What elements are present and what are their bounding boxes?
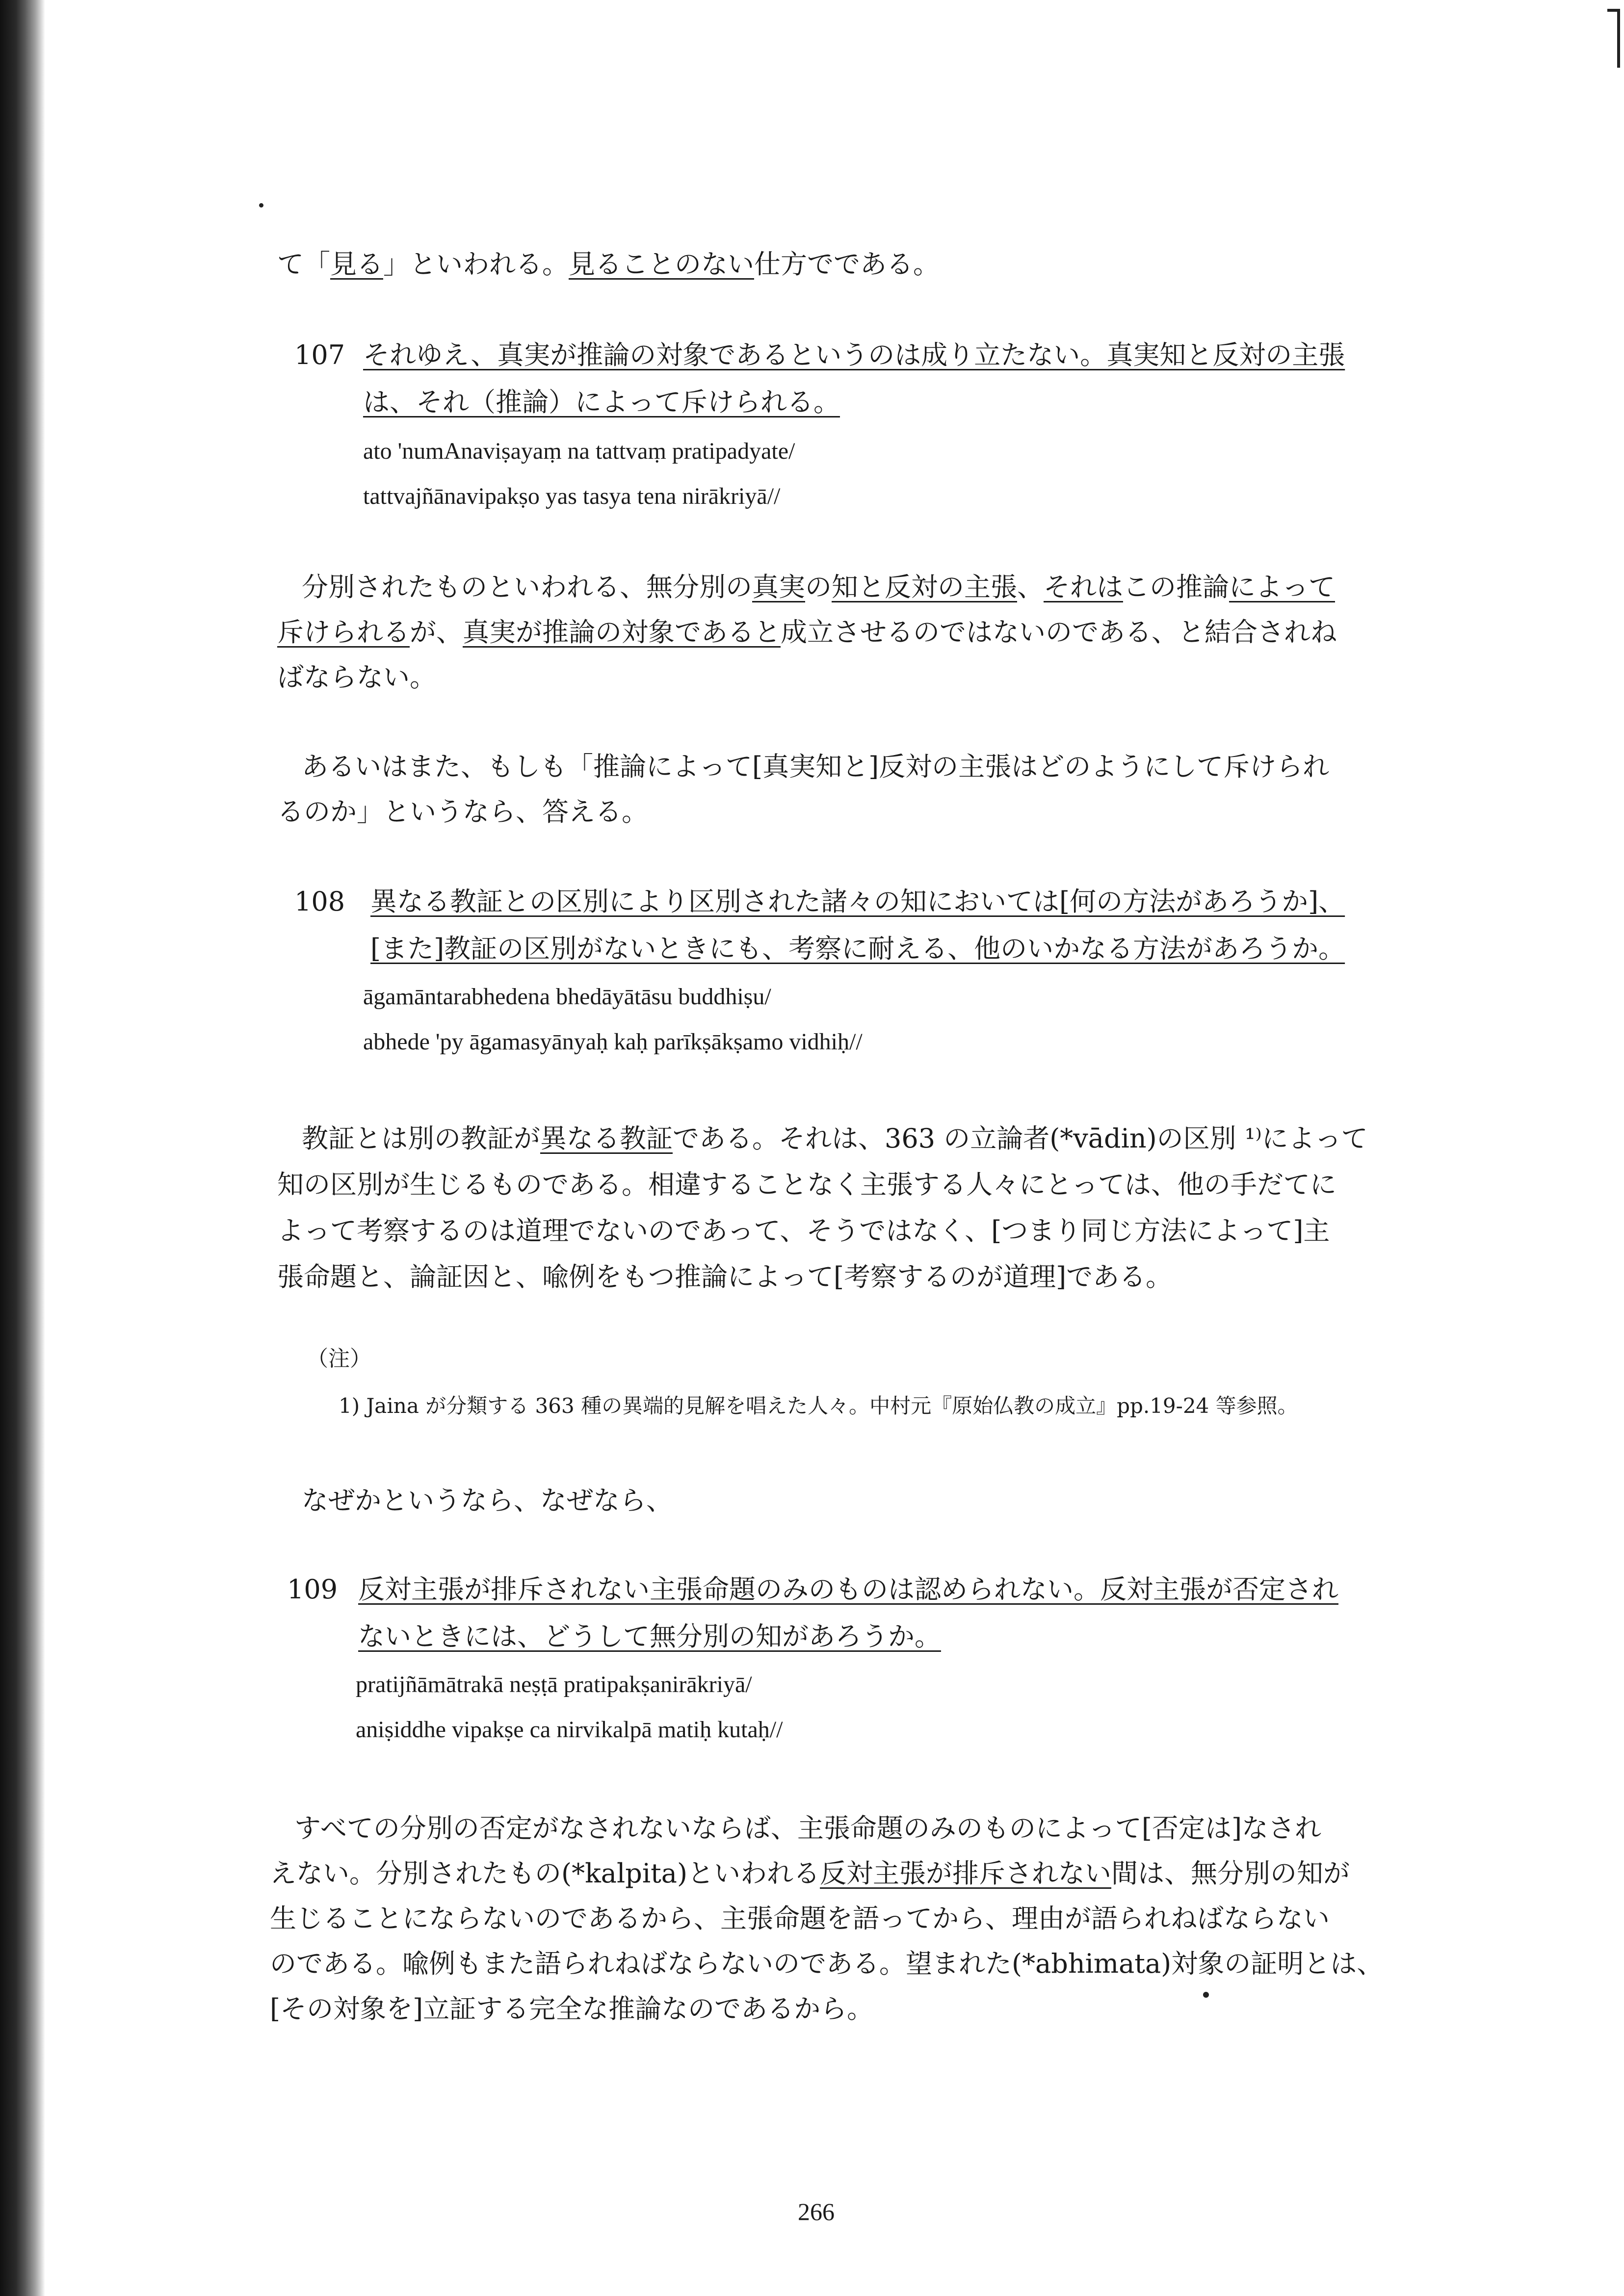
text-run: が、 [410,617,463,648]
intro-line [277,234,940,295]
verse-108-line-1 [370,878,1345,925]
text-run: て「 [277,249,330,280]
text-run: 知の区別が生じるものである。相違することなく主張する人々にとっては、他の手だてに [277,1169,1336,1200]
underlined-text: 異なる教証との区別により区別された諸々の知においては[何の方法があろうか]、 [370,886,1345,917]
underlined-text: 真実 [752,572,805,602]
verse-108-sanskrit-1: āgamāntarabhedena bhedāyātāsu buddhiṣu/ [363,984,771,1010]
verse-107-sanskrit-2: tattvajñānavipakṣo yas tasya tena nirākriyā// [363,483,781,509]
underlined-text: それゆえ、真実が推論の対象であるというのは成り立たない。真実知と反対の主張 [363,339,1345,370]
underlined-text: それは [1044,572,1123,602]
verse-109-line-2 [358,1613,941,1660]
scan-speck [259,203,263,208]
verse-108-sanskrit-2: abhede 'py āgamasyānyaḥ kaḥ parīkṣākṣamo vidhiḥ// [363,1029,863,1055]
text-run: すべての分別の否定がなされないならば、主張命題のみのものによって[否定は]なされ [294,1813,1322,1844]
underlined-text: は、それ（推論）によって斥けられる。 [363,387,840,417]
question-108-line-2: るのか」というなら、答える。 [277,796,648,827]
text-run: 生じることにならないのであるから、主張命題を語ってから、理由が語られねばならない [270,1903,1330,1934]
underlined-text: 見ることのない [569,249,754,280]
text-run: えない。分別されたもの(*kalpita)といわれる [270,1858,820,1889]
verse-108-line-2 [370,925,1345,972]
underlined-text: 知と反対の主張 [832,572,1017,602]
underlined-text: 反対主張が排斥されない主張命題のみのものは認められない。反対主張が否定され [358,1574,1338,1605]
verse-number: 107 [294,339,345,370]
corner-mark [1607,9,1620,68]
question-109: なぜかというなら、なぜなら、 [302,1485,673,1516]
verse-109-line-1 [358,1566,1338,1613]
underlined-text: 真実が推論の対象であると [463,617,781,648]
verse-107-sanskrit-1: ato 'numAnaviṣayaṃ na tattvaṃ pratipadyate/ [363,438,795,464]
underlined-text: 反対主張が排斥されない [820,1858,1112,1889]
verse-107-line-2 [363,379,840,426]
text-run: よって考察するのは道理でないのであって、そうではなく、[つまり同じ方法によって]主 [277,1215,1330,1246]
note-heading: （注） [307,1346,371,1371]
commentary-107-line-2 [277,601,1337,663]
text-run: のである。喩例もまた語られねばならないのである。望まれた(*abhimata)対象の証明とは、 [270,1948,1384,1979]
text-run: 成立させるのではないのである、と結合されね [781,617,1337,648]
text-run: この推論 [1123,572,1229,602]
text-run: 教証とは別の教証が [302,1123,540,1154]
footnote: 1) Jaina が分類する 363 種の異端的見解を唱えた人々。中村元『原始仏教の成立』pp.19-24 等参照。 [339,1394,1298,1418]
binding-edge [0,0,45,2296]
verse-number: 109 [287,1574,338,1605]
text-run: である。それは、363 の立論者(*vādin)の区別 ¹⁾によって [673,1123,1368,1154]
text-run: 分別されたものといわれる、無分別の [302,572,752,602]
commentary-109-line-5 [270,1978,873,2040]
underlined-text: 見る [330,249,383,280]
question-108-line-1: あるいはまた、もしも「推論によって[真実知と]反対の主張はどのようにして斥けられ [302,751,1330,782]
underlined-text: [また]教証の区別がないときにも、考察に耐える、他のいかなる方法があろうか。 [370,933,1345,964]
text-run: [その対象を]立証する完全な推論なのであるから。 [270,1993,874,2024]
verse-109-sanskrit-1: pratijñāmātrakā neṣṭā pratipakṣanirākriyā/ [356,1671,752,1697]
underlined-text: 異なる教証 [540,1123,673,1154]
commentary-107-line-3 [277,647,436,708]
page-number: 266 [798,2198,835,2225]
text-run: 張命題と、論証因と、喩例をもつ推論によって[考察するのが道理]である。 [277,1261,1173,1292]
verse-107-line-1 [363,332,1345,379]
commentary-108-line-4 [277,1246,1172,1308]
text-run: 、 [1017,572,1044,602]
text-run: ばならない。 [277,662,436,693]
underlined-text: によって [1229,572,1335,602]
text-run: 仕方でである。 [754,249,940,280]
verse-number: 108 [294,886,345,917]
text-run: 」といわれる。 [383,249,569,280]
underlined-text: 斥けられる [277,617,410,648]
text-run: の [805,572,832,602]
underlined-text: ないときには、どうして無分別の知があろうか。 [358,1621,941,1652]
verse-109-sanskrit-2: aniṣiddhe vipakṣe ca nirvikalpā matiḥ kutaḥ// [356,1717,783,1743]
text-run: 間は、無分別の知が [1111,1858,1350,1889]
